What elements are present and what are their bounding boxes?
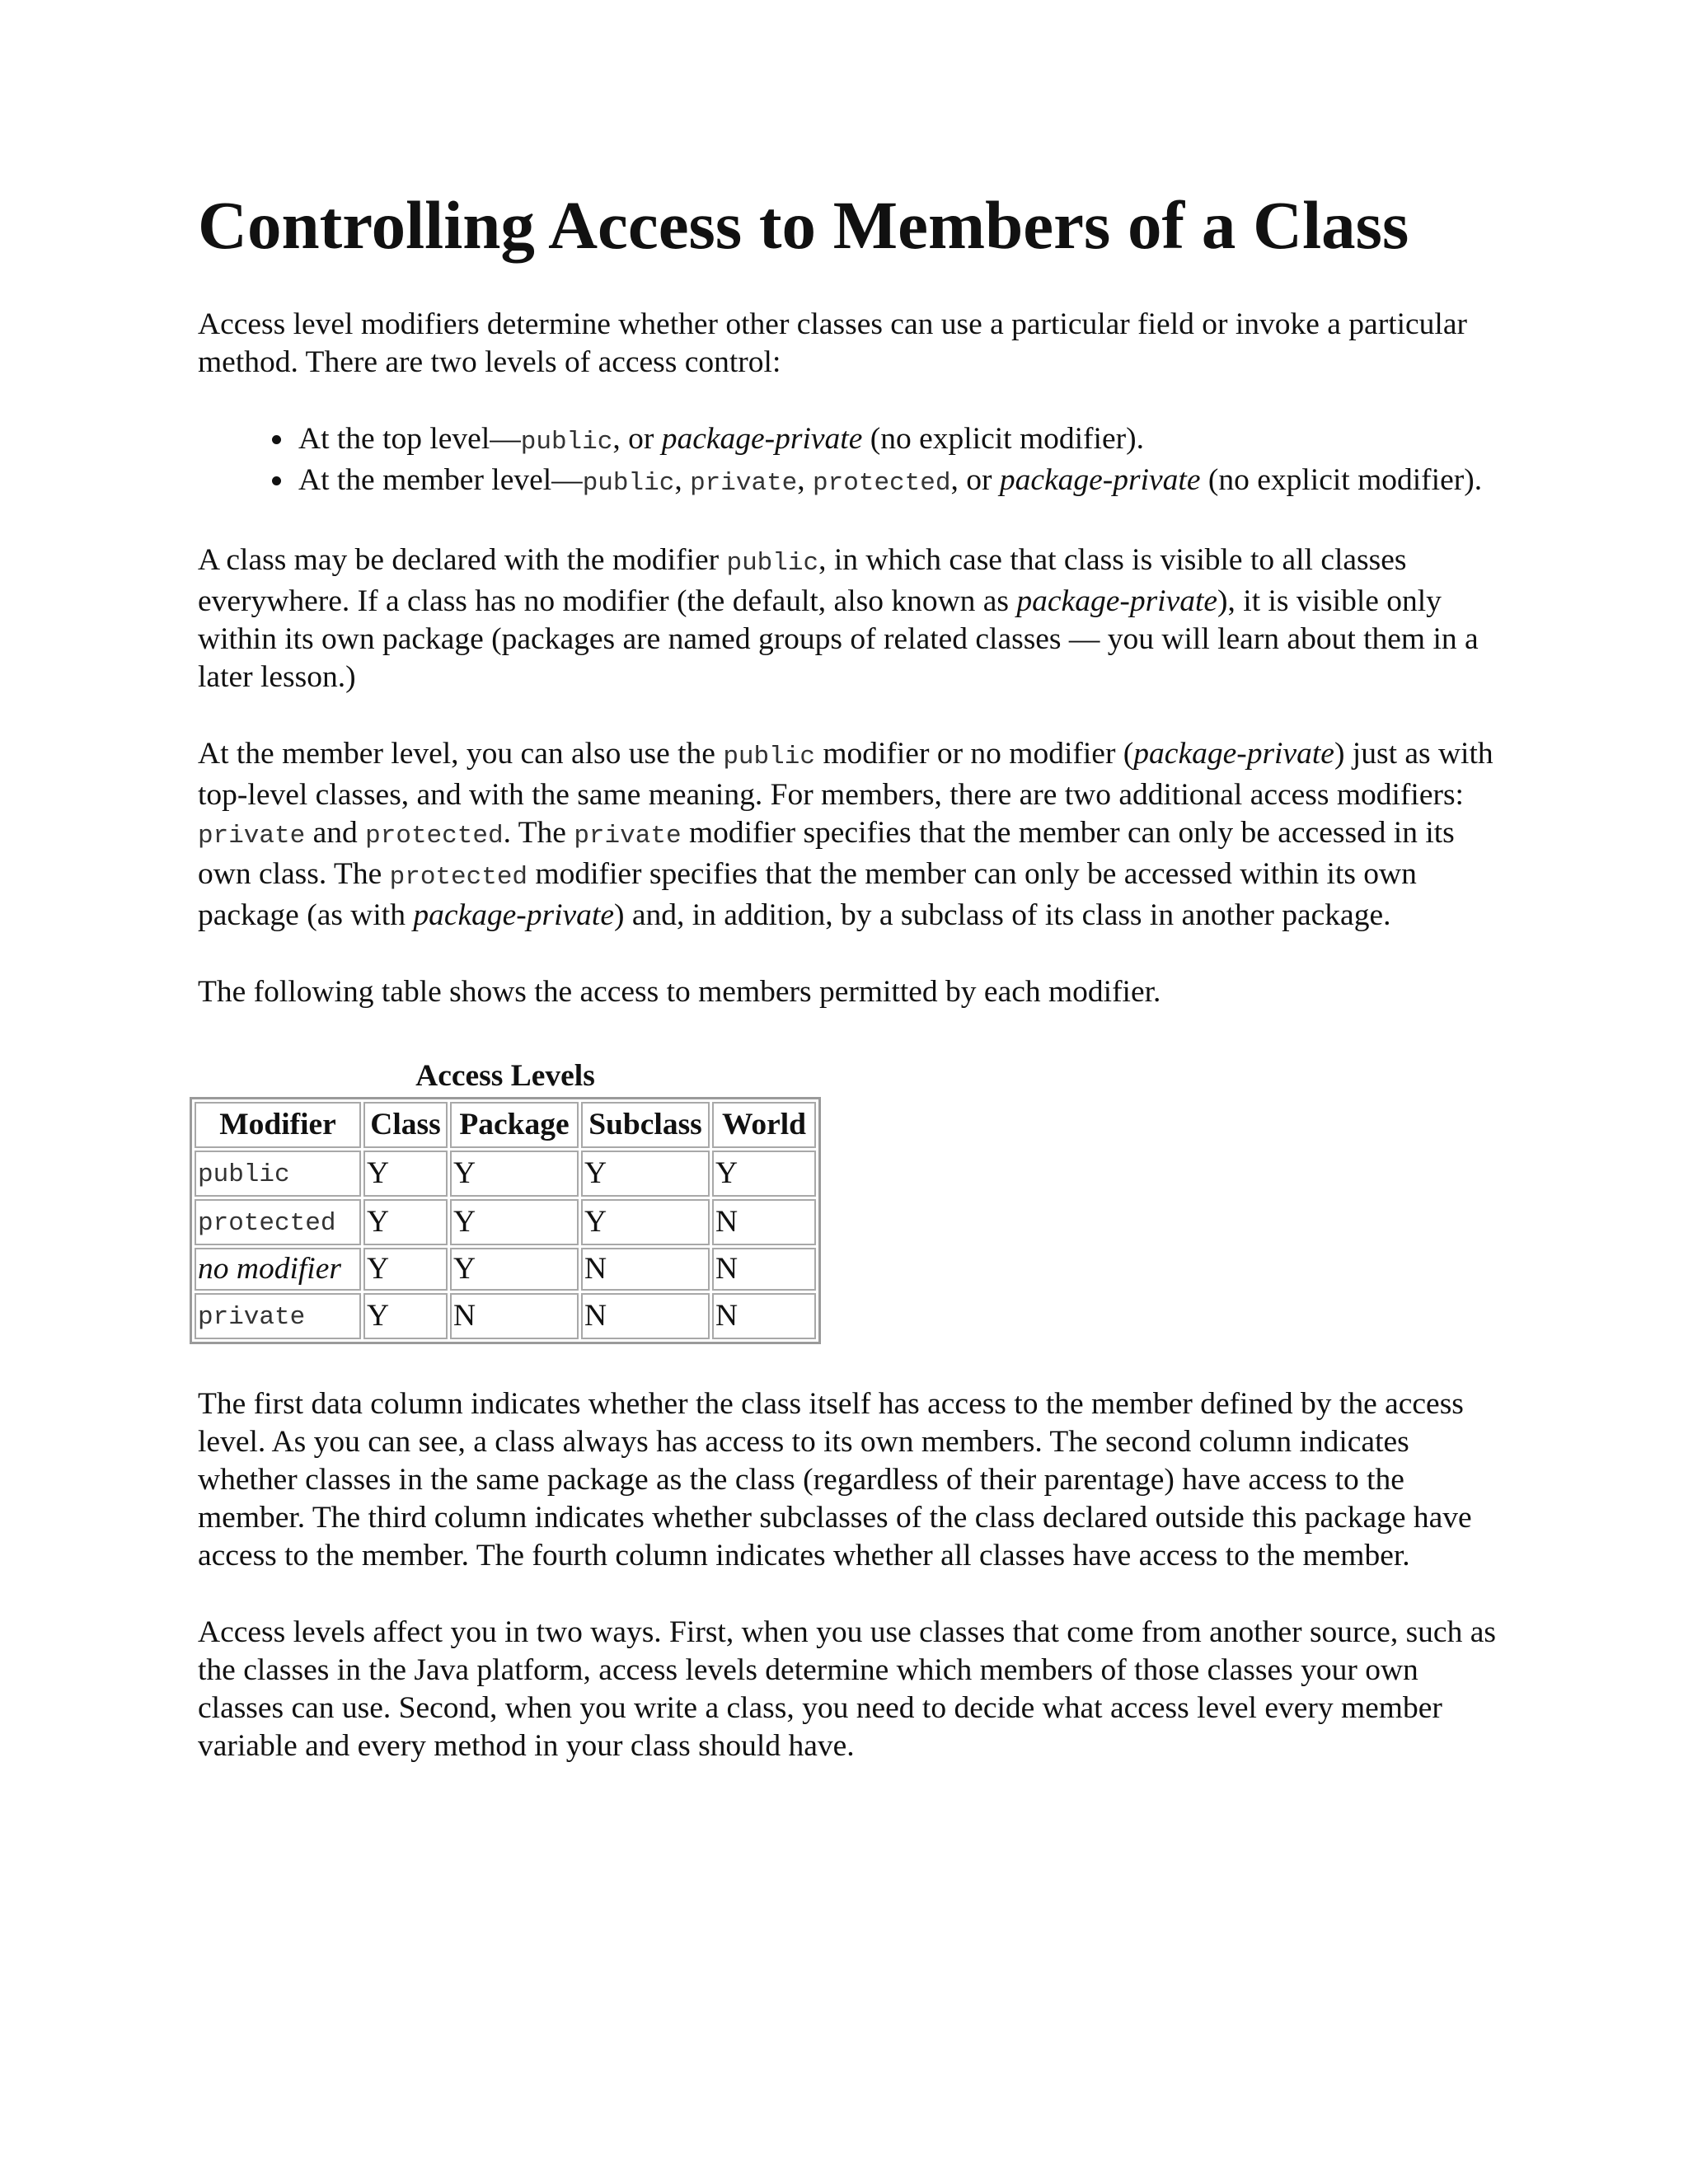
cell-modifier [195,1151,361,1197]
text-span: A class may be declared with the modifier [198,543,727,578]
emphasis-package-private: package-private [661,422,863,457]
text-span: At the member level, you can also use the [198,737,724,771]
cell-world: N [712,1293,816,1339]
list-item-top-level [295,420,1500,462]
table-row [195,1151,816,1197]
access-control-levels-list [198,420,1500,503]
cell-world: N [712,1248,816,1291]
text-span: , in which case that class is visible to all classes everywhere. If a class has no modifier (the default, also known as [198,543,1407,619]
header-modifier: Modifier [195,1102,361,1148]
text-span: At the top level— [298,422,521,457]
code-private: private [198,1303,306,1333]
header-class: Class [363,1102,448,1148]
text-span: , [797,463,814,498]
text-span: , [674,463,691,498]
cell-world: Y [712,1151,816,1197]
cell-subclass: N [581,1293,710,1339]
text-span: , or [950,463,1000,498]
header-package: Package [450,1102,579,1148]
code-public: public [726,549,819,579]
emphasis-package-private: package-private [413,898,614,933]
cell-world: N [712,1199,816,1245]
table-row [195,1248,816,1291]
code-public: public [723,743,815,772]
page-title: Controlling Access to Members of a Class [198,187,1409,263]
code-private: private [574,822,682,851]
emphasis-package-private: package-private [1133,737,1334,771]
cell-subclass: Y [581,1151,710,1197]
intro-paragraph: Access level modifiers determine whether other classes can use a particular field or invoke a particular method. There are two levels of access control: [198,307,1467,380]
cell-class: Y [363,1199,448,1245]
cell-package: N [450,1293,579,1339]
cell-class: Y [363,1248,448,1291]
code-private: private [198,822,306,851]
cell-package: Y [450,1199,579,1245]
emphasis-package-private: package-private [1016,584,1218,619]
table-intro-paragraph: The following table shows the access to members permitted by each modifier. [198,975,1161,1010]
text-span: modifier specifies that the member can only be accessed in its own class. The [198,816,1455,892]
cell-package: Y [450,1151,579,1197]
code-protected: protected [365,822,504,851]
text-span: ) just as with top-level classes, and with the same meaning. For members, there are two additional access modifiers: [198,737,1493,813]
code-public: public [198,1160,290,1190]
code-protected: protected [389,863,528,893]
text-span: ) and, in addition, by a subclass of its class in another package. [614,898,1391,933]
code-public: public [520,428,613,457]
emphasis-package-private: package-private [999,463,1201,498]
code-private: private [690,469,798,499]
header-world: World [712,1102,816,1148]
class-modifier-paragraph [198,541,1500,696]
table-row [195,1199,816,1245]
cell-modifier [195,1293,361,1339]
header-subclass: Subclass [581,1102,710,1148]
code-protected: protected [813,469,951,499]
text-span: At the member level— [298,463,583,498]
cell-subclass: N [581,1248,710,1291]
text-span: , or [612,422,662,457]
table-caption: Access Levels [415,1059,595,1094]
columns-explanation-paragraph: The first data column indicates whether the class itself has access to the member defined by the access level. As you can see, a class always has access to its own members. The second column indicates whether classes in the same package as the class (regardless of their parentage) have access to the member. The third column indicates whether subclasses of the class declared outside this package have access to the member. The fourth column indicates whether all classes have access to the member. [198,1387,1472,1573]
cell-modifier [195,1248,361,1291]
cell-class: Y [363,1293,448,1339]
access-levels-affect-paragraph: Access levels affect you in two ways. First, when you use classes that come from another source, such as the classes in the Java platform, access levels determine which members of those classes your own classes can use. Second, when you write a class, you need to decide what access level every member variable and every method in your class should have. [198,1615,1496,1764]
table-header-row [195,1102,816,1148]
table-row [195,1293,816,1339]
text-span: modifier specifies that the member can only be accessed within its own package (as with [198,857,1417,933]
member-level-paragraph [198,735,1500,935]
text-span: (no explicit modifier). [1200,463,1483,498]
cell-subclass: Y [581,1199,710,1245]
list-item-member-level [295,462,1500,503]
code-public: public [582,469,675,499]
cell-package: Y [450,1248,579,1291]
document-page [198,188,1500,1804]
text-span: . The [503,816,574,851]
access-levels-table [190,1050,821,1344]
code-protected: protected [198,1209,336,1239]
emphasis-no-modifier: no modifier [198,1252,341,1286]
cell-modifier [195,1199,361,1245]
text-span: and [305,816,366,851]
text-span: (no explicit modifier). [862,422,1144,457]
text-span: ), it is visible only within its own package (packages are named groups of related classes — you will learn about them in a later lesson.) [198,584,1479,695]
text-span: modifier or no modifier ( [814,737,1134,771]
cell-class: Y [363,1151,448,1197]
